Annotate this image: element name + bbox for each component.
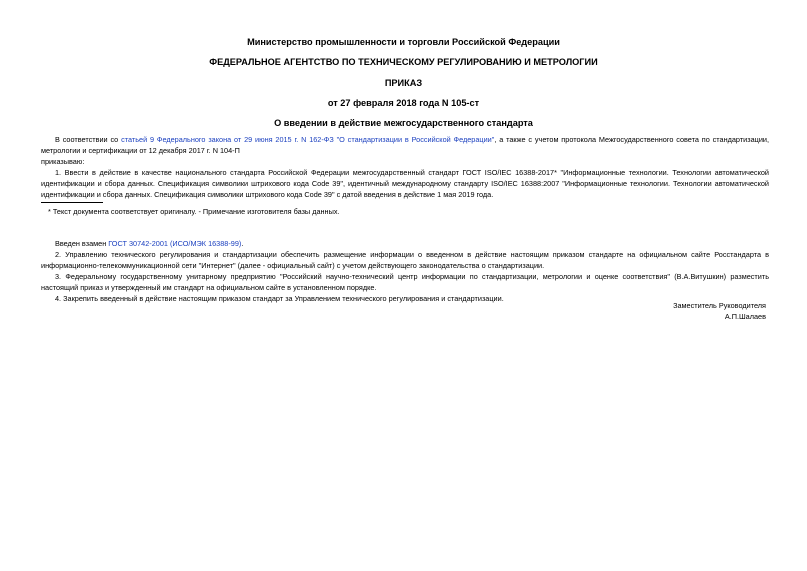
replaced-post: . — [241, 239, 244, 248]
ministry-heading: Министерство промышленности и торговли Российской Федерации — [247, 37, 560, 47]
item-2: 2. Управлению технического регулирования и стандартизации обеспечить размещение информации о введенном в действие настоящим приказом стандарте на официальном сайте Росстандарта в информационно-телекоммуникационной сети "Интернет" (далее - официальный сайт) с учетом действующего законодательства о стандартизации. — [41, 250, 769, 270]
item-4: 4. Закрепить введенный в действие настоящим приказом стандарт за Управлением технического регулирования и стандартизации. — [55, 294, 504, 303]
replaced-standard — [41, 238, 769, 249]
item-1: 1. Ввести в действие в качестве национального стандарта Российской Федерации межгосударственный стандарт ГОСТ ISO/IEC 16388-2017* "Информационные технологии. Технологии автоматической идентификации и сбора данных. Спецификация символики штрихового кода Code 39", идентичный международному стандарту ISO/IEC 16388:2007 "Информационные технологии. Технологии автоматической идентификации и сбора данных. Спецификация символики штрихового кода Code 39" с датой введения в действие 1 мая 2019 года. — [41, 168, 769, 199]
replaced-pre: Введен взамен — [55, 239, 109, 248]
footnote-divider — [41, 202, 103, 203]
signatory-name: А.П.Шалаев — [724, 312, 766, 321]
doc-title: О введении в действие межгосударственного стандарта — [274, 118, 533, 128]
doc-date: от 27 февраля 2018 года N 105-ст — [327, 98, 480, 108]
order-word: приказываю: — [41, 157, 85, 166]
replaced-standard-link[interactable]: ГОСТ 30742-2001 (ИСО/МЭК 16388-99) — [108, 239, 242, 248]
signatory-position: Заместитель Руководителя — [673, 301, 766, 310]
item-3: 3. Федеральному государственному унитарному предприятию "Российский научно-технический центр информации по стандартизации, метрологии и оценке соответствия" (В.А.Витушкин) разместить настоящий приказ и утвержденный им стандарт на официальном сайте в установленном порядке. — [41, 272, 769, 292]
footnote: * Текст документа соответствует оригиналу. - Примечание изготовителя базы данных. — [48, 207, 340, 216]
intro-post: , а также с учетом протокола Межгосударственного совета по стандартизации, метрологии и сертификации от 12 декабря 2017 г. N 104-П — [41, 135, 770, 155]
intro-paragraph — [41, 134, 769, 156]
agency-heading: ФЕДЕРАЛЬНОЕ АГЕНТСТВО ПО ТЕХНИЧЕСКОМУ РЕГУЛИРОВАНИЮ И МЕТРОЛОГИИ — [209, 57, 598, 67]
law-link[interactable]: статьей 9 Федерального закона от 29 июня 2015 г. N 162-ФЗ "О стандартизации в Российской Федерации" — [121, 135, 495, 144]
doc-type-heading: ПРИКАЗ — [384, 78, 423, 88]
intro-pre: В соответствии со — [55, 135, 122, 144]
